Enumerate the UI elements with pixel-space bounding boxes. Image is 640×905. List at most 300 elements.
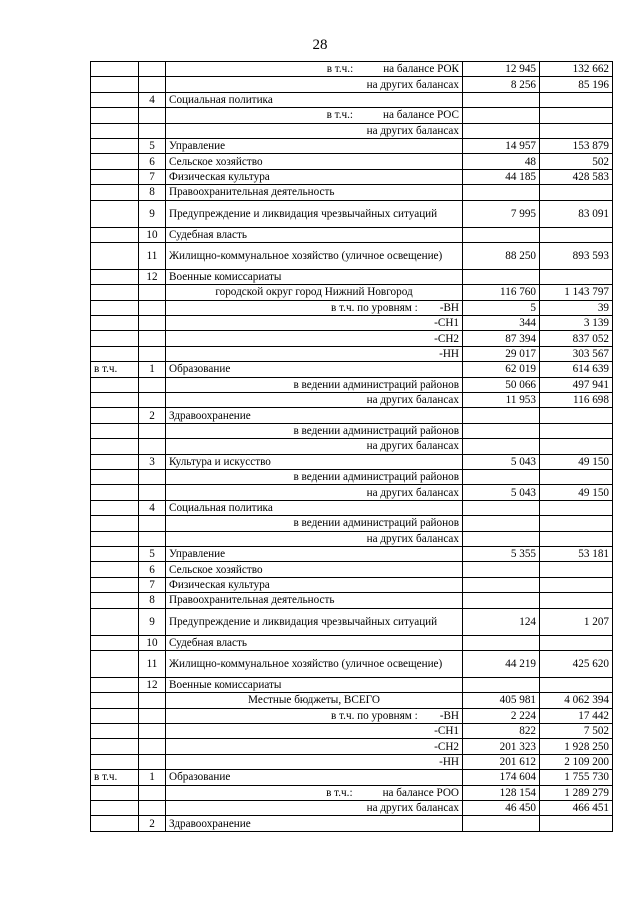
value-cell-2: 1 143 797 [540,285,613,300]
value-cell-2 [540,92,613,107]
category-name-cell: Жилищно-коммунальное хозяйство (уличное освещение) [166,650,463,677]
table-row [91,393,613,408]
row-number-cell [139,485,166,500]
value-cell-2 [540,500,613,515]
table-row [91,816,613,831]
value-cell-1: 201 612 [463,754,540,769]
sub-item-label: на балансе РОС [383,109,459,122]
value-cell-2 [540,269,613,284]
category-name-cell: Физическая культура [166,169,463,184]
table-row [91,562,613,577]
row-prefix-cell [91,185,139,200]
row-prefix-cell [91,227,139,242]
value-cell-1: 5 [463,300,540,315]
sub-item-qualifier: в т.ч.: [326,786,353,799]
sub-item-label: на балансе РОК [383,63,459,76]
table-row [91,635,613,650]
row-prefix-cell [91,346,139,361]
table-row [91,500,613,515]
sub-item-label: -СН2 [434,332,459,345]
sub-item-label: -ВН [439,709,459,722]
table-row [91,593,613,608]
value-cell-1 [463,92,540,107]
value-cell-2: 49 150 [540,485,613,500]
row-number-cell [139,439,166,454]
value-cell-2: 85 196 [540,77,613,92]
row-prefix-cell [91,693,139,708]
row-prefix-cell [91,316,139,331]
row-prefix-cell [91,377,139,392]
row-prefix-cell [91,650,139,677]
category-name-cell: Сельское хозяйство [166,154,463,169]
sub-item-cell [166,62,463,77]
row-prefix-cell [91,724,139,739]
table-row [91,346,613,361]
table-row [91,577,613,592]
sub-item-cell [166,516,463,531]
value-cell-2: 303 567 [540,346,613,361]
row-number-cell [139,285,166,300]
value-cell-1: 5 043 [463,485,540,500]
sub-item-cell [166,739,463,754]
value-cell-2: 614 639 [540,362,613,377]
table-row [91,123,613,138]
table-row [91,169,613,184]
table-row [91,408,613,423]
row-prefix-cell [91,754,139,769]
sub-item-label: на других балансах [366,486,459,499]
value-cell-1: 116 760 [463,285,540,300]
sub-item-cell [166,724,463,739]
value-cell-2: 497 941 [540,377,613,392]
table-row [91,227,613,242]
table-row [91,677,613,692]
table-row [91,439,613,454]
sub-item-cell [166,485,463,500]
value-cell-2: 17 442 [540,708,613,723]
sub-item-cell [166,316,463,331]
row-number-cell [139,693,166,708]
category-name-cell: Культура и искусство [166,454,463,469]
table-row [91,693,613,708]
value-cell-2: 428 583 [540,169,613,184]
row-number-cell: 2 [139,816,166,831]
row-prefix-cell [91,635,139,650]
table-row [91,754,613,769]
value-cell-1 [463,469,540,484]
table-row [91,785,613,800]
category-name-cell: Физическая культура [166,577,463,592]
value-cell-2 [540,531,613,546]
sub-item-qualifier: в т.ч. по уровням : [331,301,418,314]
row-number-cell [139,62,166,77]
row-number-cell [139,77,166,92]
table-row [91,269,613,284]
row-number-cell [139,331,166,346]
row-number-cell: 5 [139,138,166,153]
value-cell-2: 39 [540,300,613,315]
category-name-cell: Социальная политика [166,500,463,515]
row-number-cell [139,423,166,438]
value-cell-1 [463,562,540,577]
value-cell-1 [463,269,540,284]
value-cell-1: 44 185 [463,169,540,184]
row-number-cell: 12 [139,269,166,284]
row-number-cell [139,754,166,769]
table-row [91,92,613,107]
value-cell-1 [463,577,540,592]
value-cell-2 [540,108,613,123]
category-name-cell: Здравоохранение [166,816,463,831]
value-cell-1: 46 450 [463,801,540,816]
value-cell-1: 405 981 [463,693,540,708]
value-cell-1 [463,500,540,515]
value-cell-1 [463,531,540,546]
table-row [91,454,613,469]
row-number-cell: 10 [139,635,166,650]
sub-item-label: в ведении администраций районов [293,425,459,437]
value-cell-1: 2 224 [463,708,540,723]
row-prefix-cell [91,200,139,227]
sub-item-cell [166,469,463,484]
row-number-cell: 12 [139,677,166,692]
row-prefix-cell [91,393,139,408]
value-cell-1: 29 017 [463,346,540,361]
sub-item-label: в ведении администраций районов [293,378,459,391]
sub-item-label: в ведении администраций районов [293,471,459,484]
row-number-cell [139,708,166,723]
sub-item-cell [166,331,463,346]
category-name-cell: Управление [166,138,463,153]
row-prefix-cell [91,739,139,754]
row-number-cell [139,108,166,123]
value-cell-1: 88 250 [463,242,540,269]
table-row [91,285,613,300]
row-number-cell [139,316,166,331]
sub-item-label: -НН [439,348,459,361]
row-number-cell: 2 [139,408,166,423]
value-cell-2 [540,516,613,531]
table-row [91,62,613,77]
row-number-cell [139,123,166,138]
row-number-cell: 7 [139,169,166,184]
category-name-cell: Предупреждение и ликвидация чрезвычайных ситуаций [166,608,463,635]
value-cell-1 [463,516,540,531]
category-name-cell: Правоохранительная деятельность [166,185,463,200]
table-row [91,331,613,346]
table-row [91,242,613,269]
row-prefix-cell: в т.ч. [91,362,139,377]
value-cell-2: 4 062 394 [540,693,613,708]
budget-table-body [91,62,613,832]
sub-item-label: на балансе РОО [382,786,459,799]
row-prefix-cell [91,546,139,561]
value-cell-1: 128 154 [463,785,540,800]
row-prefix-cell [91,423,139,438]
sub-item-cell [166,531,463,546]
value-cell-1: 62 019 [463,362,540,377]
value-cell-1: 14 957 [463,138,540,153]
sub-item-label: на других балансах [366,440,459,453]
value-cell-2 [540,816,613,831]
row-prefix-cell [91,677,139,692]
value-cell-2: 466 451 [540,801,613,816]
row-prefix-cell [91,531,139,546]
row-prefix-cell [91,577,139,592]
row-number-cell: 1 [139,362,166,377]
value-cell-1 [463,816,540,831]
row-prefix-cell [91,516,139,531]
row-number-cell [139,531,166,546]
value-cell-2: 3 139 [540,316,613,331]
row-prefix-cell [91,454,139,469]
sub-item-cell [166,77,463,92]
category-name-cell: Управление [166,546,463,561]
value-cell-2: 502 [540,154,613,169]
row-number-cell: 4 [139,92,166,107]
value-cell-2 [540,593,613,608]
row-prefix-cell [91,816,139,831]
value-cell-1 [463,185,540,200]
row-number-cell: 11 [139,242,166,269]
sub-item-label: на других балансах [366,124,459,137]
table-row [91,316,613,331]
value-cell-2 [540,185,613,200]
table-row [91,801,613,816]
row-number-cell [139,346,166,361]
sub-item-label: на других балансах [366,78,459,91]
row-number-cell [139,300,166,315]
row-number-cell [139,469,166,484]
table-row [91,423,613,438]
sub-item-label: на других балансах [366,802,459,815]
category-name-cell: Военные комиссариаты [166,677,463,692]
value-cell-1 [463,439,540,454]
value-cell-2 [540,423,613,438]
table-row [91,300,613,315]
table-row [91,377,613,392]
table-row [91,108,613,123]
row-number-cell: 9 [139,608,166,635]
row-prefix-cell [91,439,139,454]
row-prefix-cell [91,500,139,515]
row-prefix-cell [91,708,139,723]
value-cell-1: 8 256 [463,77,540,92]
sub-item-label: на других балансах [366,394,459,407]
sub-item-cell [166,377,463,392]
row-prefix-cell: в т.ч. [91,770,139,785]
sub-item-cell [166,393,463,408]
value-cell-1 [463,677,540,692]
category-name-cell: Судебная власть [166,227,463,242]
value-cell-1: 344 [463,316,540,331]
category-name-cell: Судебная власть [166,635,463,650]
row-prefix-cell [91,408,139,423]
row-number-cell: 11 [139,650,166,677]
value-cell-1 [463,408,540,423]
value-cell-2: 2 109 200 [540,754,613,769]
value-cell-2 [540,577,613,592]
row-number-cell [139,785,166,800]
row-prefix-cell [91,801,139,816]
row-number-cell: 5 [139,546,166,561]
sub-item-label: на других балансах [366,532,459,545]
table-row [91,531,613,546]
value-cell-2: 893 593 [540,242,613,269]
row-prefix-cell [91,608,139,635]
row-number-cell: 1 [139,770,166,785]
row-number-cell [139,377,166,392]
table-row [91,362,613,377]
row-prefix-cell [91,331,139,346]
value-cell-2 [540,408,613,423]
row-prefix-cell [91,62,139,77]
row-prefix-cell [91,108,139,123]
row-number-cell: 9 [139,200,166,227]
row-number-cell: 7 [139,577,166,592]
sub-item-cell [166,423,463,438]
row-number-cell [139,516,166,531]
row-prefix-cell [91,469,139,484]
value-cell-1: 44 219 [463,650,540,677]
row-number-cell: 3 [139,454,166,469]
value-cell-2: 49 150 [540,454,613,469]
category-name-cell: Жилищно-коммунальное хозяйство (уличное освещение) [166,242,463,269]
sub-item-cell [166,708,463,723]
table-row [91,770,613,785]
value-cell-1: 7 995 [463,200,540,227]
value-cell-1: 5 355 [463,546,540,561]
row-number-cell: 8 [139,185,166,200]
value-cell-1: 87 394 [463,331,540,346]
value-cell-1 [463,227,540,242]
value-cell-1 [463,635,540,650]
value-cell-2: 153 879 [540,138,613,153]
value-cell-2: 837 052 [540,331,613,346]
value-cell-2 [540,123,613,138]
budget-table [90,61,613,832]
table-row [91,154,613,169]
sub-item-cell [166,785,463,800]
row-prefix-cell [91,154,139,169]
row-prefix-cell [91,562,139,577]
sub-item-label: -СН1 [434,317,459,330]
value-cell-2: 53 181 [540,546,613,561]
table-row [91,650,613,677]
row-number-cell: 4 [139,500,166,515]
row-prefix-cell [91,785,139,800]
sub-item-label: -СН1 [434,725,459,738]
row-prefix-cell [91,77,139,92]
category-name-cell: Предупреждение и ликвидация чрезвычайных ситуаций [166,200,463,227]
value-cell-1 [463,423,540,438]
row-number-cell [139,801,166,816]
row-prefix-cell [91,169,139,184]
row-number-cell: 8 [139,593,166,608]
value-cell-2: 116 698 [540,393,613,408]
sub-item-cell [166,123,463,138]
row-number-cell [139,724,166,739]
value-cell-1: 5 043 [463,454,540,469]
row-prefix-cell [91,269,139,284]
value-cell-2: 425 620 [540,650,613,677]
value-cell-1: 11 953 [463,393,540,408]
row-prefix-cell [91,485,139,500]
value-cell-2 [540,227,613,242]
category-name-cell: Здравоохранение [166,408,463,423]
sub-item-qualifier: в т.ч.: [326,109,354,122]
row-number-cell [139,739,166,754]
value-cell-2 [540,635,613,650]
category-name-cell: Образование [166,362,463,377]
value-cell-1 [463,593,540,608]
value-cell-2: 1 289 279 [540,785,613,800]
value-cell-1: 50 066 [463,377,540,392]
value-cell-2: 1 755 730 [540,770,613,785]
table-row [91,608,613,635]
value-cell-2: 1 928 250 [540,739,613,754]
sub-item-cell [166,754,463,769]
category-name-cell: Правоохранительная деятельность [166,593,463,608]
table-row [91,739,613,754]
table-row [91,469,613,484]
table-row [91,516,613,531]
table-row [91,485,613,500]
row-number-cell: 6 [139,562,166,577]
table-row [91,724,613,739]
section-total-label: Местные бюджеты, ВСЕГО [166,693,463,708]
row-prefix-cell [91,285,139,300]
value-cell-1: 12 945 [463,62,540,77]
value-cell-1: 48 [463,154,540,169]
category-name-cell: Сельское хозяйство [166,562,463,577]
row-prefix-cell [91,92,139,107]
value-cell-2: 132 662 [540,62,613,77]
sub-item-cell [166,108,463,123]
row-prefix-cell [91,123,139,138]
sub-item-cell [166,439,463,454]
category-name-cell: Образование [166,770,463,785]
value-cell-2: 7 502 [540,724,613,739]
row-prefix-cell [91,300,139,315]
sub-item-qualifier: в т.ч.: [326,63,354,76]
value-cell-1: 174 604 [463,770,540,785]
value-cell-2: 83 091 [540,200,613,227]
value-cell-1: 822 [463,724,540,739]
sub-item-label: -СН2 [434,740,459,753]
value-cell-2 [540,677,613,692]
sub-item-qualifier: в т.ч. по уровням : [331,709,418,722]
value-cell-2 [540,562,613,577]
table-row [91,200,613,227]
category-name-cell: Военные комиссариаты [166,269,463,284]
table-row [91,546,613,561]
value-cell-2 [540,439,613,454]
page-number: 28 [312,37,328,53]
row-number-cell: 10 [139,227,166,242]
table-row [91,138,613,153]
row-prefix-cell [91,242,139,269]
row-number-cell: 6 [139,154,166,169]
value-cell-1: 201 323 [463,739,540,754]
sub-item-label: -НН [439,756,459,769]
value-cell-1: 124 [463,608,540,635]
row-prefix-cell [91,593,139,608]
value-cell-1 [463,108,540,123]
table-row [91,77,613,92]
category-name-cell: Социальная политика [166,92,463,107]
sub-item-cell [166,300,463,315]
